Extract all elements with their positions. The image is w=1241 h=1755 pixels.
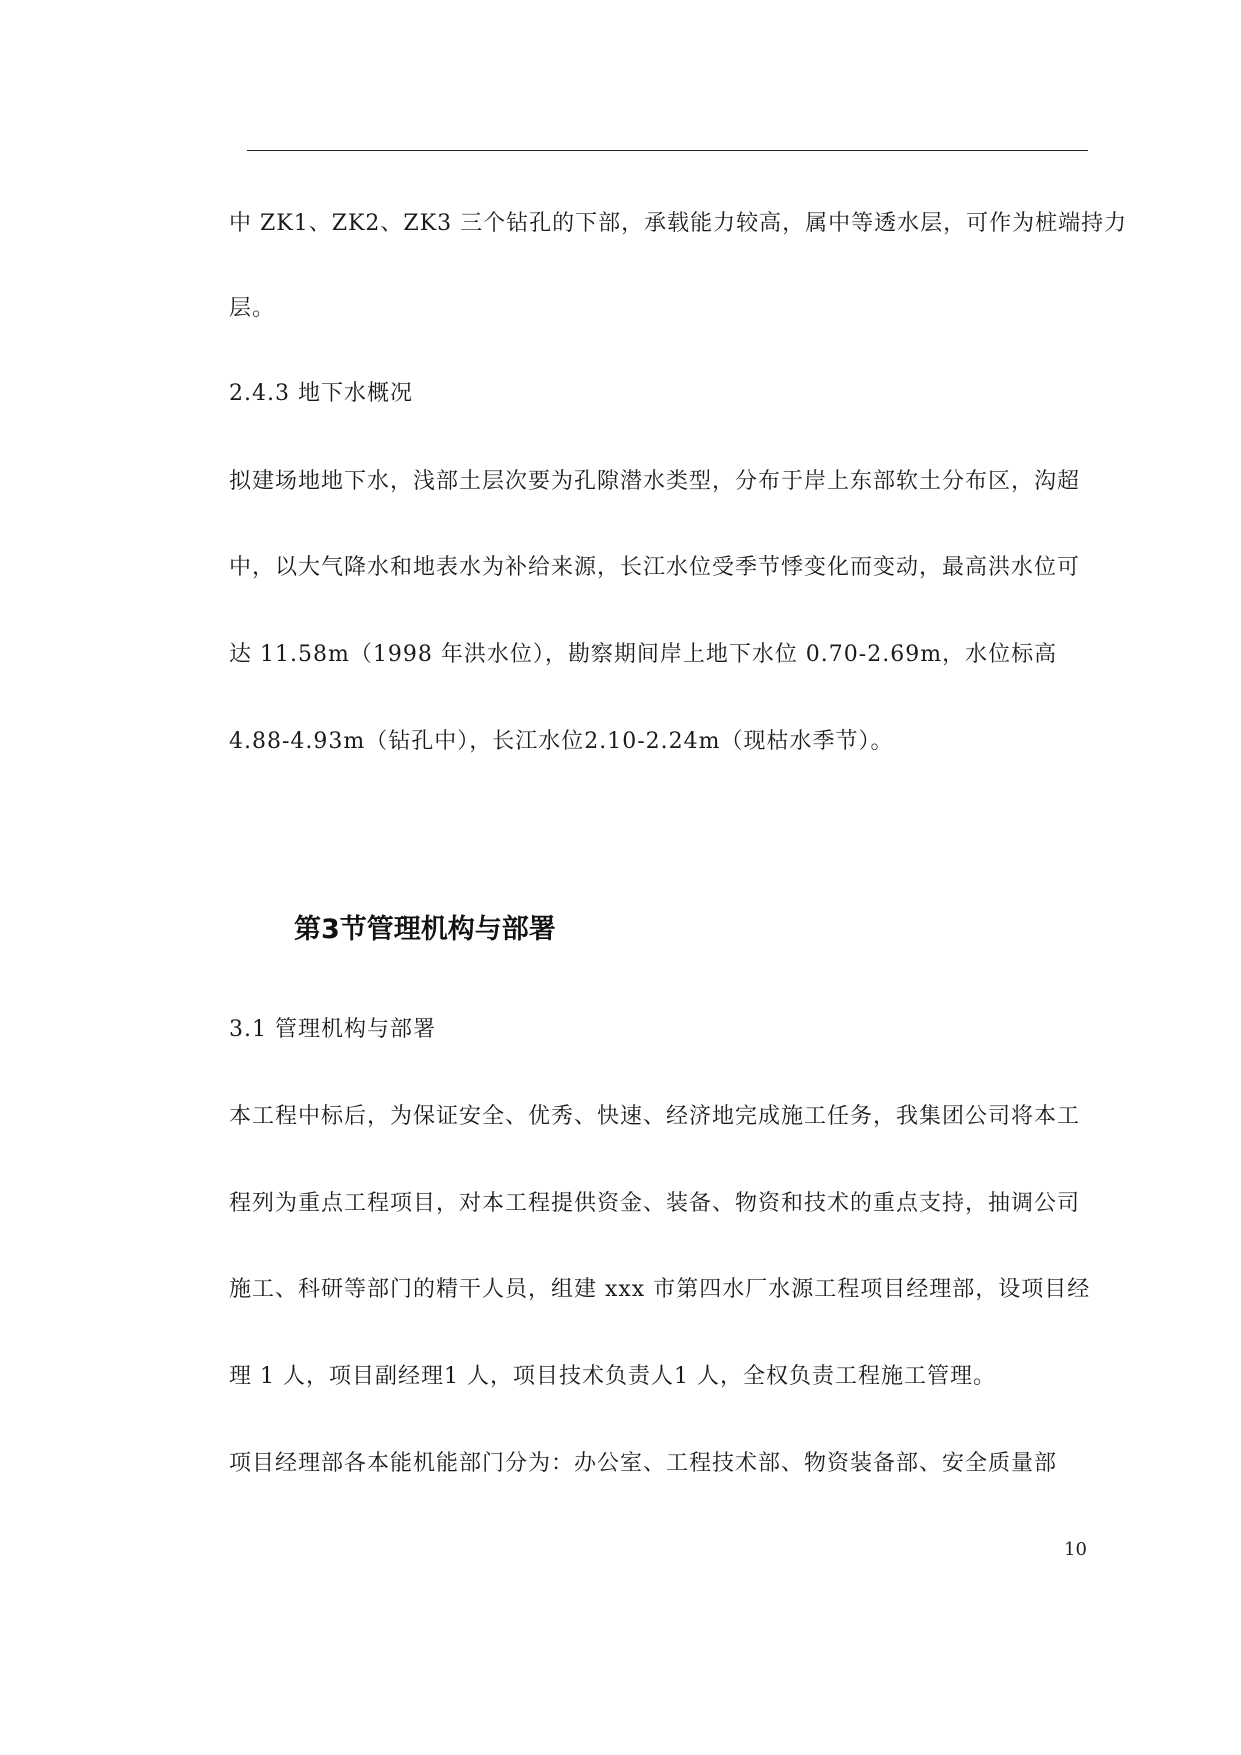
- section-2-4-3-title: 2.4.3 地下水概况: [229, 381, 413, 406]
- management-line-3: 施工、科研等部门的精干人员，组建 xxx 市第四水厂水源工程项目经理部，设项目经: [229, 1277, 1091, 1302]
- paragraph-1-line-2: 层。: [229, 296, 276, 321]
- header-rule: [247, 150, 1088, 151]
- management-line-1: 本工程中标后，为保证安全、优秀、快速、经济地完成施工任务，我集团公司将本工: [229, 1104, 1081, 1129]
- groundwater-line-1: 拟建场地地下水，浅部土层次要为孔隙潜水类型，分布于岸上东部软土分布区，沟超: [229, 469, 1081, 494]
- groundwater-line-2: 中，以大气降水和地表水为补给来源，长江水位受季节悸变化而变动，最高洪水位可: [229, 555, 1081, 580]
- subsection-3-1-title: 3.1 管理机构与部署: [229, 1017, 436, 1042]
- groundwater-line-3: 达 11.58m（1998 年洪水位），勘察期间岸上地下水位 0.70-2.69m，水位标高: [229, 642, 1058, 667]
- section-3-heading: 第3节管理机构与部署: [294, 914, 556, 945]
- management-line-5: 项目经理部各本能机能部门分为：办公室、工程技术部、物资装备部、安全质量部: [229, 1451, 1058, 1476]
- page-number: 10: [1064, 1539, 1087, 1560]
- management-line-2: 程列为重点工程项目，对本工程提供资金、装备、物资和技术的重点支持，抽调公司: [229, 1191, 1081, 1216]
- paragraph-1-line-1: 中 ZK1、ZK2、ZK3 三个钻孔的下部，承载能力较高，属中等透水层，可作为桩端持力: [229, 211, 1128, 236]
- management-line-4: 理 1 人，项目副经理1 人，项目技术负责人1 人，全权负责工程施工管理。: [229, 1364, 996, 1389]
- groundwater-line-4: 4.88-4.93m（钻孔中），长江水位2.10-2.24m（现枯水季节）。: [229, 729, 894, 754]
